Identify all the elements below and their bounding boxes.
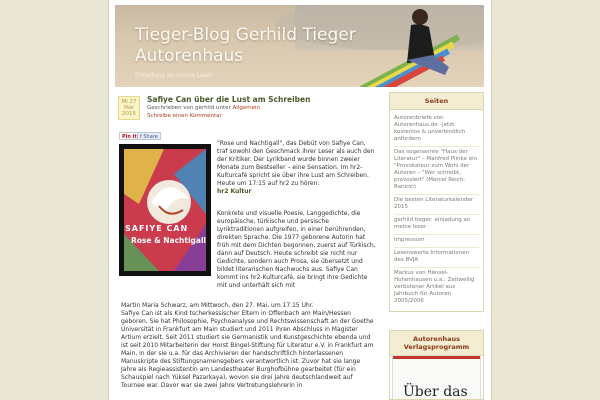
pages-list-item[interactable]: Impressum: [394, 235, 479, 248]
post-title[interactable]: Safiye Can über die Lust am Schreiben: [147, 95, 311, 104]
date-year: 2015: [122, 111, 136, 117]
verlagsprogramm-title: Autorenhaus Verlagsprogramm: [390, 331, 483, 356]
paragraph-3-text: Martin Maria Schwarz, am Mittwoch, den 27. Mai, um 17.15 Uhr.: [121, 302, 314, 309]
book-author: SAFIYE CAN: [125, 224, 189, 233]
paragraph-1-text: "Rose und Nachtigall", das Debüt von Safiye Can, traf sowohl den Geschmack ihrer Leser als auch den der Kritiker. Der Lyrikband wurde binnen zweier Monate zum Bestseller – eine Sensation. Im hr2-Kulturcafé spricht sie über ihre Lust am Schreiben. Heute um 17:15 auf hr2 zu hören:: [217, 140, 375, 187]
book-cover-art: [119, 144, 211, 276]
promo-heading: Über das: [403, 384, 468, 400]
book-title: Rose & Nachtigall: [131, 236, 207, 245]
meta-prefix: Geschrieben von gerhild unter: [147, 105, 231, 111]
category-link[interactable]: Allgemein: [232, 105, 260, 111]
promo-accent-bar: [393, 356, 480, 359]
book-cover-image[interactable]: [119, 144, 211, 276]
paragraph-4-text: Safiye Can ist als Kind tscherkessischer Eltern in Offenbach am Main/Hessen geboren. Sie hat Philosophie, Psychoanalyse und Rechtswissenschaft an der Goethe Universität in Frankfurt am Main studiert und 2011 ihren Abschluss in Magister Artium erzielt. Seit 2011 studiert sie Germanistik und Kunstgeschichte ebenda und ist seit 2010 Mitarbeiterin der Horst Bingel-Stiftung für Literatur e.V. in Frankfurt am Main, in der sie u.a. für das Archivieren der handschriftlich hinterlassenen Manuskripte des Stiftungsnamensgebers verantwortlich ist. Zuvor hat sie lange Jahre als Regieassistentin am Landestheater Burghofbühne gearbeitet (für ein Schauspiel nach Yüksel Pazarkaya), wovon sie drei Jahre deutschlandweit auf Tournee war. Davor war sie zwei Jahre Vertretungslehrerin in: [121, 310, 374, 389]
date-day: Mi 27: [121, 99, 137, 105]
hr2-kultur-link[interactable]: hr2 Kultur: [217, 188, 252, 195]
date-month: Mai: [124, 105, 134, 111]
verlagsprogramm-image[interactable]: [392, 355, 481, 400]
pages-list-item[interactable]: Lesenswerte Informationen des BVJA: [394, 248, 479, 268]
pages-list-item[interactable]: Das sogenannte "Haus der Literatur" – Manfred Plinke ein "Provokateur zum Wohl der Autoren – "Wer schreibt, provoziert" (Marcel Reich-Ranicki): [394, 147, 479, 195]
header-banner: [115, 5, 484, 87]
facebook-share-button[interactable]: [137, 132, 161, 140]
site-title[interactable]: Tieger-Blog Gerhild Tieger Autorenhaus: [135, 25, 356, 66]
pages-widget: [389, 92, 484, 312]
post-paragraph-1: [217, 140, 377, 196]
comment-link[interactable]: Schreibe einen Kommentar: [147, 112, 222, 119]
site-tagline: Einladung an meine Leser: [135, 72, 213, 79]
verlagsprogramm-widget: [389, 330, 484, 400]
pages-list: [390, 110, 483, 311]
facebook-icon: f: [140, 134, 144, 140]
post-meta: [147, 105, 260, 120]
post-date-badge: [118, 96, 140, 120]
pages-list-item[interactable]: Autorenbriefe von Autorenhaus.de –jetzt kostenlos & unverbindlich anfordern: [394, 113, 479, 147]
sidebar: [389, 92, 484, 312]
post-paragraph-3: [121, 302, 375, 390]
post-paragraph-2: Konkrete und visuelle Poesie, Langgedichte, die europäische, türkische und persische Lyriktraditionen aufgreifen, in einer berührenden, direkten Sprache. Die 1977 geborene Autorin hat früh mit dem Dichten begonnen, zuerst auf Türkisch, dann auf Deutsch. Heute schreibt sie nicht nur Gedichte, sondern auch Prosa, sie übersetzt und bildet literarischen Nachwuchs aus. Safiye Can kommt ins hr2-Kulturcafé, sie bringt ihre Gedichte mit und unterhält sich mit: [217, 210, 376, 289]
pages-list-item[interactable]: Die besten Literaturkalender 2015: [394, 195, 479, 215]
pages-list-item[interactable]: gerhild tieger: einladung an meine leser: [394, 215, 479, 235]
share-label: Share: [143, 134, 158, 140]
main-content: [115, 92, 379, 400]
pages-list-item[interactable]: Markus von Hänsel-Hohenhausen u.a.: Zeitweilig verbotener Artikel aus Jahrbuch für Autoren 2005/2006: [394, 270, 475, 304]
pinterest-button[interactable]: Pin it: [119, 132, 140, 140]
pages-widget-title: Seiten: [390, 93, 483, 110]
